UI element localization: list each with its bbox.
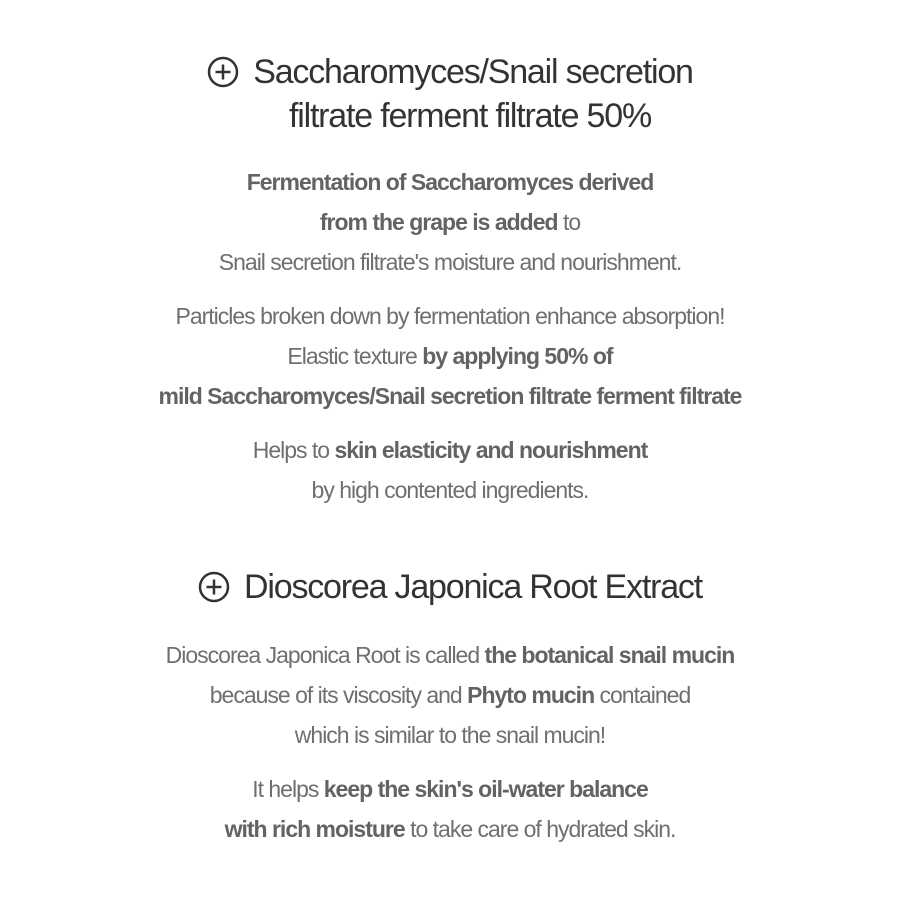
text-line <box>0 675 900 715</box>
text-line <box>0 336 900 376</box>
text: It helps <box>252 776 324 802</box>
circled-plus-icon <box>207 56 239 88</box>
heading-line-1: Saccharomyces/Snail secretion <box>253 53 693 91</box>
ingredient-section-dioscorea <box>0 565 900 849</box>
text-line <box>0 162 900 202</box>
text-line <box>0 715 900 755</box>
circled-plus-icon <box>198 571 230 603</box>
paragraph <box>0 296 900 416</box>
section-heading <box>0 50 900 138</box>
text-line <box>0 376 900 416</box>
text: Snail secretion filtrate's moisture and nourishment. <box>218 249 682 275</box>
text-line <box>0 430 900 470</box>
text-line <box>0 809 900 849</box>
section-heading <box>0 565 900 609</box>
text-line <box>0 635 900 675</box>
heading-line-2: filtrate ferment filtrate 50% <box>288 97 652 135</box>
section-body <box>0 635 900 849</box>
text: because of its viscosity and <box>209 682 468 708</box>
text: to take care of hydrated skin. <box>404 816 676 842</box>
text-line <box>0 202 900 242</box>
text: Particles broken down by fermentation enhance absorption! <box>175 303 725 329</box>
text: to <box>557 209 581 235</box>
text: contained <box>594 682 691 708</box>
paragraph <box>0 769 900 849</box>
paragraph <box>0 635 900 755</box>
text: Elastic texture <box>287 343 423 369</box>
paragraph <box>0 430 900 510</box>
text: Helps to <box>252 437 335 463</box>
bold-text: skin elasticity and nourishment <box>334 437 648 463</box>
text-line <box>0 769 900 809</box>
heading-line-1: Dioscorea Japonica Root Extract <box>244 568 702 606</box>
text: Dioscorea Japonica Root is called <box>165 642 485 668</box>
text-line <box>0 296 900 336</box>
paragraph <box>0 162 900 282</box>
text: which is similar to the snail mucin! <box>294 722 606 748</box>
section-body <box>0 162 900 510</box>
bold-text: from the grape is added <box>319 209 558 235</box>
text-line <box>0 470 900 510</box>
bold-text: Phyto mucin <box>467 682 595 708</box>
bold-text: mild Saccharomyces/Snail secretion filtrate ferment filtrate <box>158 383 742 409</box>
bold-text: keep the skin's oil-water balance <box>323 776 648 802</box>
text: by high contented ingredients. <box>311 477 589 503</box>
bold-text: with rich moisture <box>224 816 405 842</box>
text-line <box>0 242 900 282</box>
bold-text: the botanical snail mucin <box>484 642 735 668</box>
ingredient-section-saccharomyces <box>0 50 900 510</box>
bold-text: Fermentation of Saccharomyces derived <box>246 169 654 195</box>
bold-text: by applying 50% of <box>422 343 613 369</box>
